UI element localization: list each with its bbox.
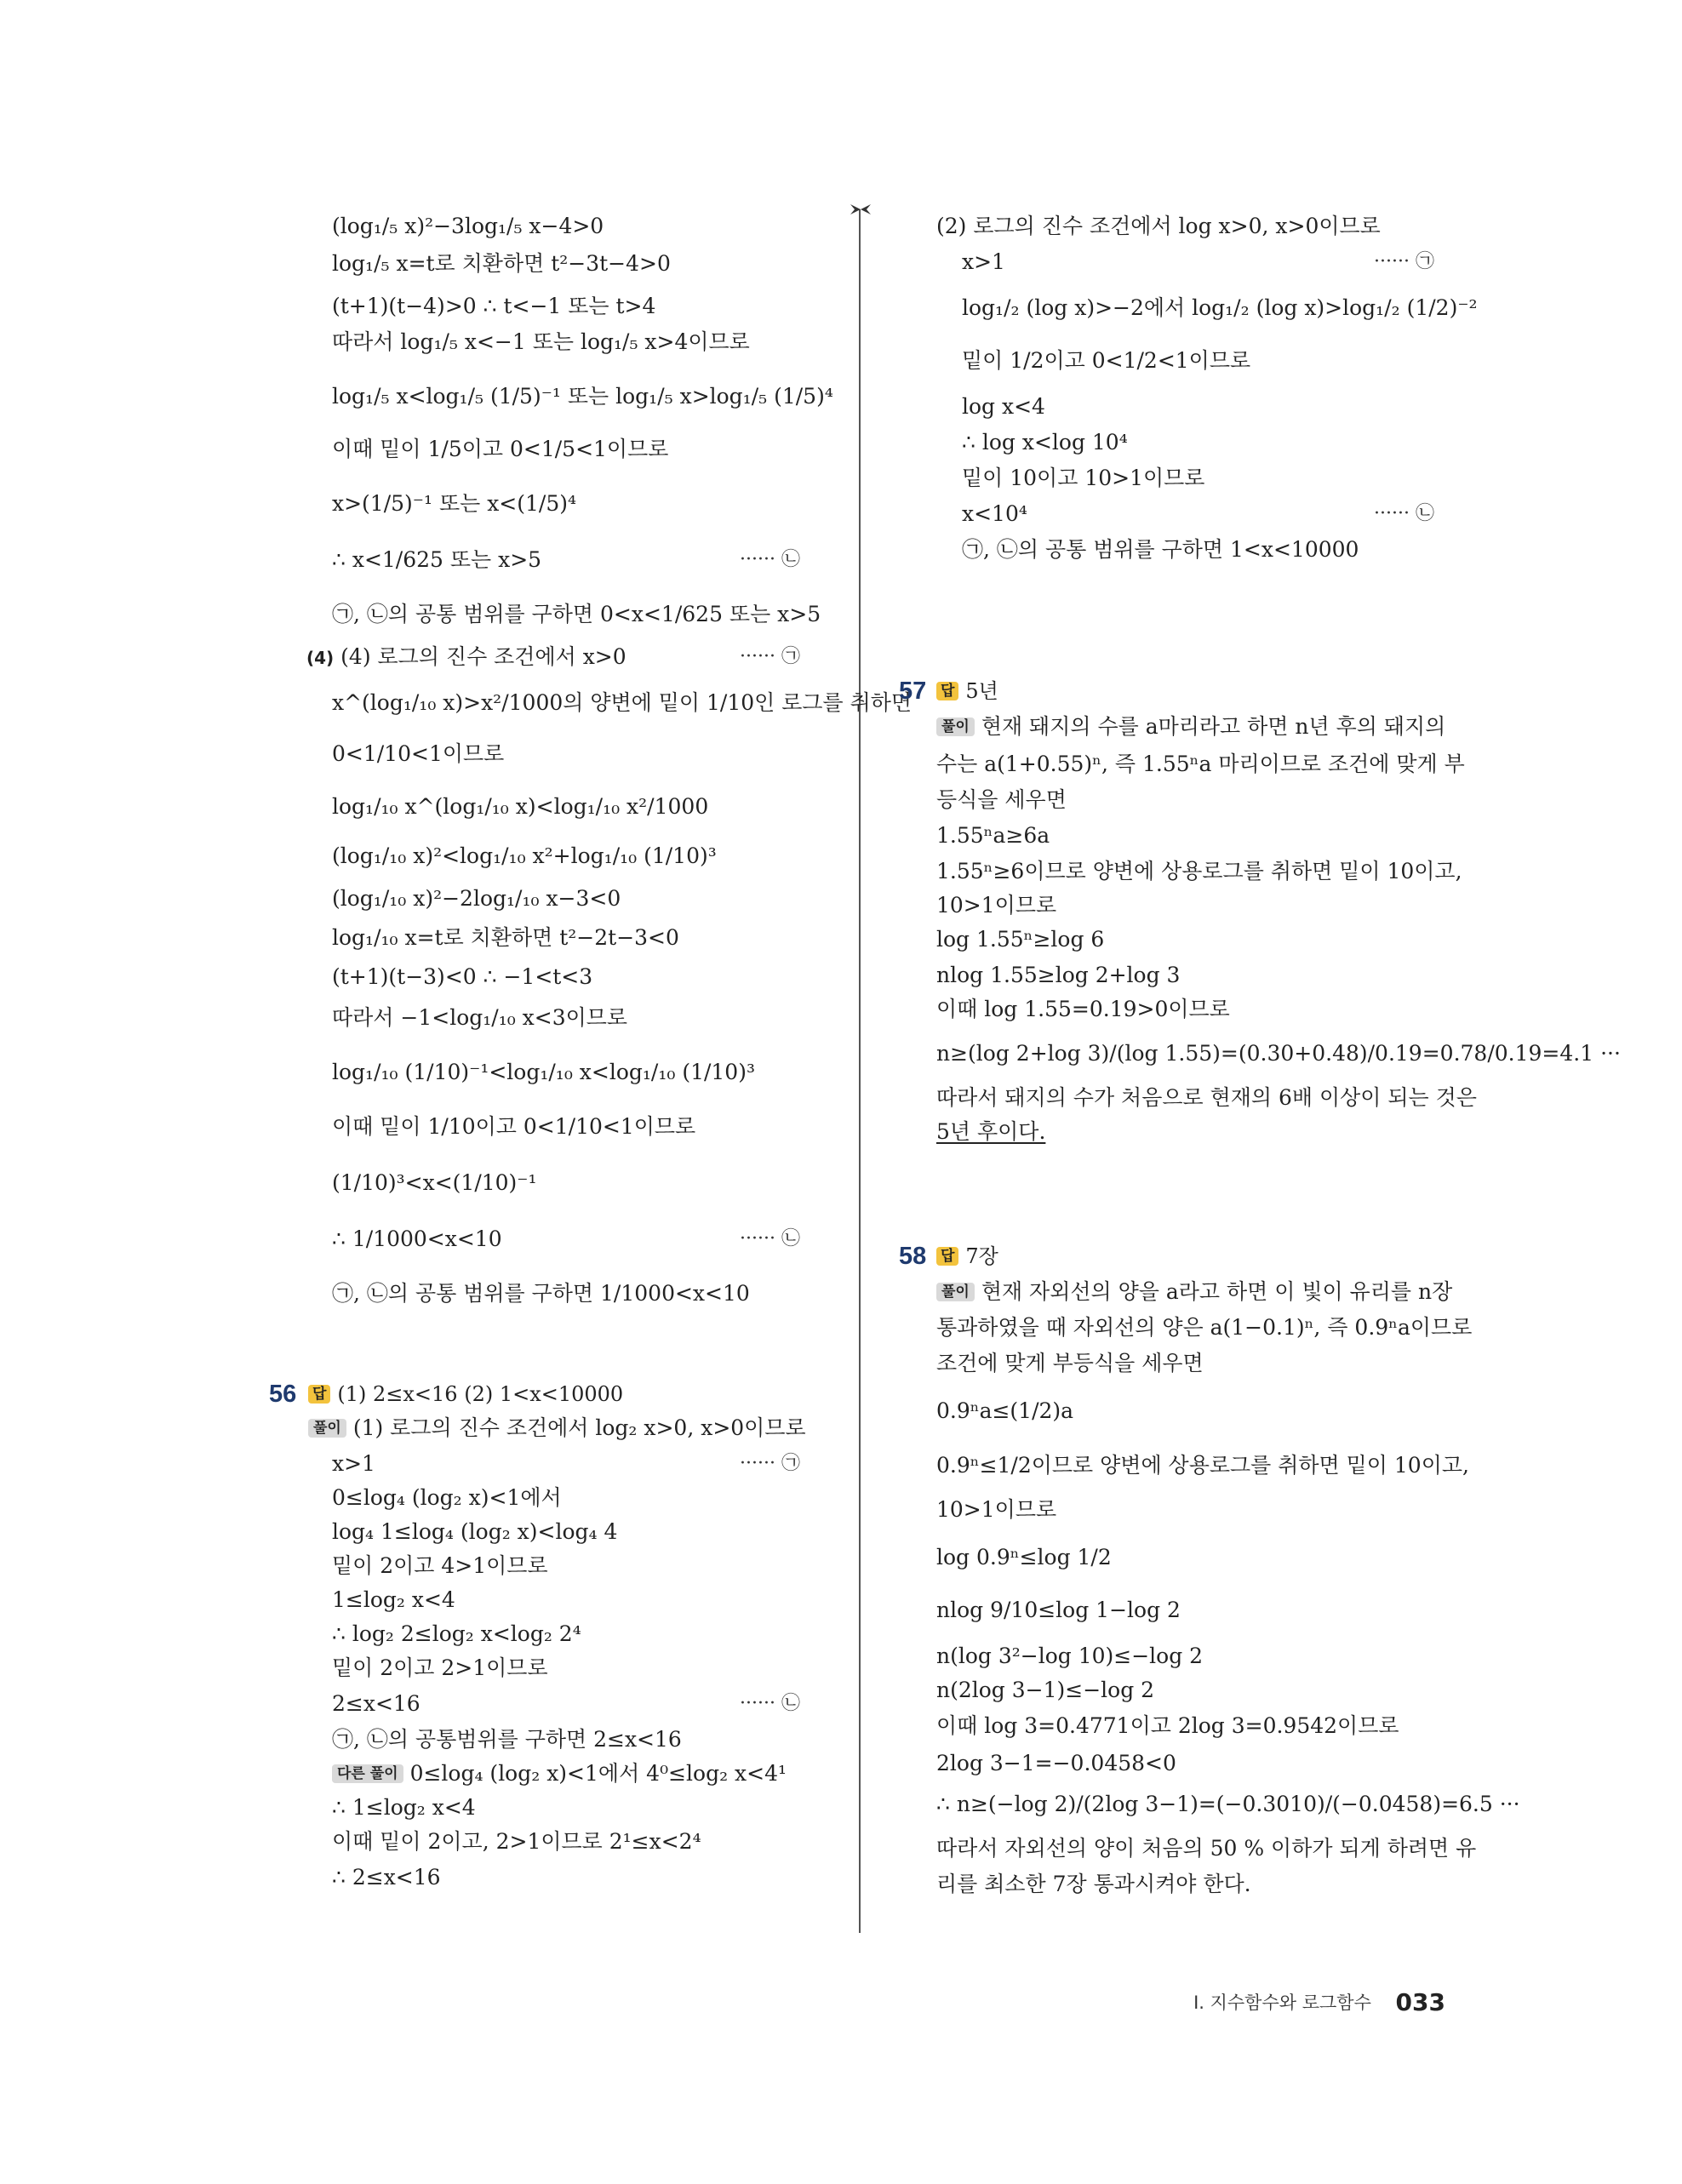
- math-line: 밑이 10이고 10>1이므로: [962, 466, 1205, 490]
- answer-line: [936, 677, 998, 705]
- math-line: ∴ log x<log 10⁴: [962, 430, 1128, 455]
- answer-text: 7장: [965, 1244, 998, 1268]
- conclusion-line: 5년 후이다.: [936, 1119, 1046, 1144]
- math-line: ∴ 1/1000<x<10: [332, 1226, 502, 1251]
- math-line: log₁/₅ x=t로 치환하면 t²−3t−4>0: [332, 251, 671, 276]
- math-line: n(log 3²−log 10)≤−log 2: [936, 1644, 1204, 1668]
- math-line: (t+1)(t−4)>0 ∴ t<−1 또는 t>4: [332, 294, 656, 318]
- math-line: 통과하였을 때 자외선의 양은 a(1−0.1)ⁿ, 즉 0.9ⁿa이므로: [936, 1315, 1473, 1340]
- math-line: 수는 a(1+0.55)ⁿ, 즉 1.55ⁿa 마리이므로 조건에 맞게 부: [936, 752, 1465, 776]
- math-line: x>1: [962, 249, 1005, 274]
- math-line: n(2log 3−1)≤−log 2: [936, 1678, 1155, 1702]
- q56-solution: [308, 1415, 806, 1925]
- answer-badge: 답: [308, 1385, 330, 1404]
- alt-solution-badge: 다른 풀이: [332, 1764, 403, 1783]
- math-line: x<10⁴: [962, 501, 1027, 526]
- math-text: (4) 로그의 진수 조건에서 x>0: [340, 644, 626, 669]
- math-line: 조건에 맞게 부등식을 세우면: [936, 1351, 1204, 1375]
- math-line: ∴ n≥(−log 2)/(2log 3−1)=(−0.3010)/(−0.0458)=6.5 ···: [936, 1792, 1520, 1816]
- math-line: ㉠, ㉡의 공통범위를 구하면 2≤x<16: [332, 1727, 682, 1752]
- math-line: (log₁/₅ x)²−3log₁/₅ x−4>0: [332, 214, 604, 238]
- math-line: ∴ x<1/625 또는 x>5: [332, 547, 542, 572]
- math-line: ㉠, ㉡의 공통 범위를 구하면 1<x<10000: [962, 537, 1359, 562]
- math-line: log 1.55ⁿ≥log 6: [936, 927, 1105, 952]
- q56-answer-row: [308, 1381, 819, 1411]
- math-line: 1.55ⁿ≥6이므로 양변에 상용로그를 취하면 밑이 10이고,: [936, 859, 1462, 883]
- circled-mark: ······ ㉡: [1374, 503, 1434, 524]
- math-line: (log₁/₁₀ x)²<log₁/₁₀ x²+log₁/₁₀ (1/10)³: [332, 843, 717, 868]
- answer-line: [308, 1381, 623, 1408]
- answer-line: [936, 1243, 998, 1270]
- solution-line: [308, 1415, 806, 1442]
- solution-badge: 풀이: [308, 1419, 346, 1438]
- math-line: log₄ 1≤log₄ (log₂ x)<log₄ 4: [332, 1519, 618, 1544]
- math-line: x>1: [332, 1451, 375, 1476]
- page-number: 033: [1395, 1988, 1445, 2016]
- math-line: 0.9ⁿ≤1/2이므로 양변에 상용로그를 취하면 밑이 10이고,: [936, 1453, 1469, 1478]
- math-text: (1) 로그의 진수 조건에서 log₂ x>0, x>0이므로: [352, 1415, 806, 1440]
- solution-line: [936, 1278, 1452, 1306]
- solution-line: [936, 713, 1445, 740]
- math-line: (log₁/₁₀ x)²−2log₁/₁₀ x−3<0: [332, 886, 621, 911]
- solution-badge: 풀이: [936, 718, 975, 736]
- math-line: [936, 213, 1381, 240]
- math-line: nlog 9/10≤log 1−log 2: [936, 1598, 1181, 1622]
- circled-mark: ······ ㉡: [740, 1228, 800, 1249]
- math-line: 0<1/10<1이므로: [332, 741, 505, 766]
- q58-solution: [936, 1278, 1520, 1925]
- q57-answer-row: [936, 677, 1277, 708]
- math-line: log₁/₂ (log x)>−2에서 log₁/₂ (log x)>log₁/₂ (1/2)⁻²: [962, 295, 1478, 320]
- math-line: [306, 643, 626, 672]
- math-line: log₁/₁₀ (1/10)⁻¹<log₁/₁₀ x<log₁/₁₀ (1/10)³: [332, 1060, 755, 1084]
- answer-text: 5년: [965, 679, 998, 703]
- math-line: ∴ log₂ 2≤log₂ x<log₂ 2⁴: [332, 1621, 581, 1646]
- math-line: log₁/₁₀ x=t로 치환하면 t²−2t−3<0: [332, 925, 679, 950]
- math-line: ㉠, ㉡의 공통 범위를 구하면 1/1000<x<10: [332, 1281, 750, 1306]
- right-top: [936, 213, 1478, 570]
- math-line: log x<4: [962, 394, 1045, 419]
- math-line: 이때 log 1.55=0.19>0이므로: [936, 997, 1230, 1021]
- math-line: 따라서 log₁/₅ x<−1 또는 log₁/₅ x>4이므로: [332, 329, 750, 354]
- math-line: 2≤x<16: [332, 1691, 420, 1716]
- math-text: 현재 돼지의 수를 a마리라고 하면 n년 후의 돼지의: [981, 714, 1446, 739]
- math-line: 이때 log 3=0.4771이고 2log 3=0.9542이므로: [936, 1713, 1399, 1738]
- solution-badge: 풀이: [936, 1283, 975, 1301]
- math-line: (1/10)³<x<(1/10)⁻¹: [332, 1170, 537, 1195]
- math-line: n≥(log 2+log 3)/(log 1.55)=(0.30+0.48)/0.19=0.78/0.19=4.1 ···: [936, 1041, 1621, 1066]
- math-line: 0.9ⁿa≤(1/2)a: [936, 1398, 1074, 1423]
- page-footer: [1193, 1988, 1445, 2016]
- circled-mark: ······ ㉠: [740, 646, 800, 667]
- math-line: x>(1/5)⁻¹ 또는 x<(1/5)⁴: [332, 491, 577, 516]
- math-line: 따라서 자외선의 양이 처음의 50 % 이하가 되게 하려면 유: [936, 1836, 1477, 1861]
- math-line: 이때 밑이 1/5이고 0<1/5<1이므로: [332, 437, 669, 461]
- answer-badge: 답: [936, 682, 958, 700]
- math-line: 이때 밑이 1/10이고 0<1/10<1이므로: [332, 1114, 696, 1139]
- divider-ornament-icon: [848, 201, 873, 218]
- math-line: 1.55ⁿa≥6a: [936, 823, 1050, 848]
- math-line: x^(log₁/₁₀ x)>x²/1000의 양변에 밑이 1/10인 로그를 취하면: [332, 690, 913, 715]
- math-line: 밑이 2이고 2>1이므로: [332, 1655, 548, 1680]
- math-text: 현재 자외선의 양을 a라고 하면 이 빛이 유리를 n장: [981, 1279, 1453, 1304]
- math-line: (t+1)(t−3)<0 ∴ −1<t<3: [332, 964, 593, 989]
- circled-mark: ······ ㉡: [740, 549, 800, 570]
- circled-mark: ······ ㉡: [740, 1693, 800, 1714]
- math-line: 0≤log₄ (log₂ x)<1에서: [332, 1485, 562, 1510]
- math-line: 이때 밑이 2이고, 2>1이므로 2¹≤x<2⁴: [332, 1829, 701, 1854]
- math-line: log₁/₅ x<log₁/₅ (1/5)⁻¹ 또는 log₁/₅ x>log₁/₅ (1/5)⁴: [332, 384, 833, 409]
- math-line: 10>1이므로: [936, 893, 1057, 918]
- math-line: 등식을 세우면: [936, 787, 1067, 812]
- math-line: 밑이 1/2이고 0<1/2<1이므로: [962, 348, 1251, 373]
- chapter-title: Ⅰ. 지수함수와 로그함수: [1193, 1992, 1371, 2013]
- math-line: ∴ 2≤x<16: [332, 1865, 441, 1890]
- math-line: ∴ 1≤log₂ x<4: [332, 1795, 476, 1820]
- question-number: 57: [899, 677, 927, 705]
- alt-solution-line: [332, 1760, 787, 1787]
- math-line: 10>1이므로: [936, 1497, 1057, 1522]
- part-label: (4): [306, 648, 335, 668]
- math-text: (2) 로그의 진수 조건에서 log x>0, x>0이므로: [936, 214, 1381, 238]
- math-line: 2log 3−1=−0.0458<0: [936, 1751, 1176, 1775]
- math-line: 따라서 −1<log₁/₁₀ x<3이므로: [332, 1005, 628, 1030]
- answer-badge: 답: [936, 1247, 958, 1266]
- question-number: 56: [269, 1381, 297, 1408]
- math-line: 밑이 2이고 4>1이므로: [332, 1553, 548, 1578]
- circled-mark: ······ ㉠: [1374, 251, 1434, 272]
- math-text: 0≤log₄ (log₂ x)<1에서 4⁰≤log₂ x<4¹: [409, 1761, 787, 1786]
- math-line: log₁/₁₀ x^(log₁/₁₀ x)<log₁/₁₀ x²/1000: [332, 794, 709, 819]
- circled-mark: ······ ㉠: [740, 1453, 800, 1474]
- math-line: ㉠, ㉡의 공통 범위를 구하면 0<x<1/625 또는 x>5: [332, 602, 821, 626]
- q58-answer-row: [936, 1243, 1277, 1273]
- math-line: nlog 1.55≥log 2+log 3: [936, 963, 1181, 987]
- answer-text: (1) 2≤x<16 (2) 1<x<10000: [337, 1382, 624, 1406]
- math-line: 따라서 돼지의 수가 처음으로 현재의 6배 이상이 되는 것은: [936, 1085, 1477, 1110]
- column-divider: [859, 209, 861, 1933]
- q57-solution: [936, 713, 1621, 1156]
- math-line: log 0.9ⁿ≤log 1/2: [936, 1545, 1112, 1569]
- question-number: 58: [899, 1243, 927, 1270]
- math-line: 1≤log₂ x<4: [332, 1587, 455, 1612]
- conclusion-line: 리를 최소한 7장 통과시켜야 한다.: [936, 1872, 1251, 1896]
